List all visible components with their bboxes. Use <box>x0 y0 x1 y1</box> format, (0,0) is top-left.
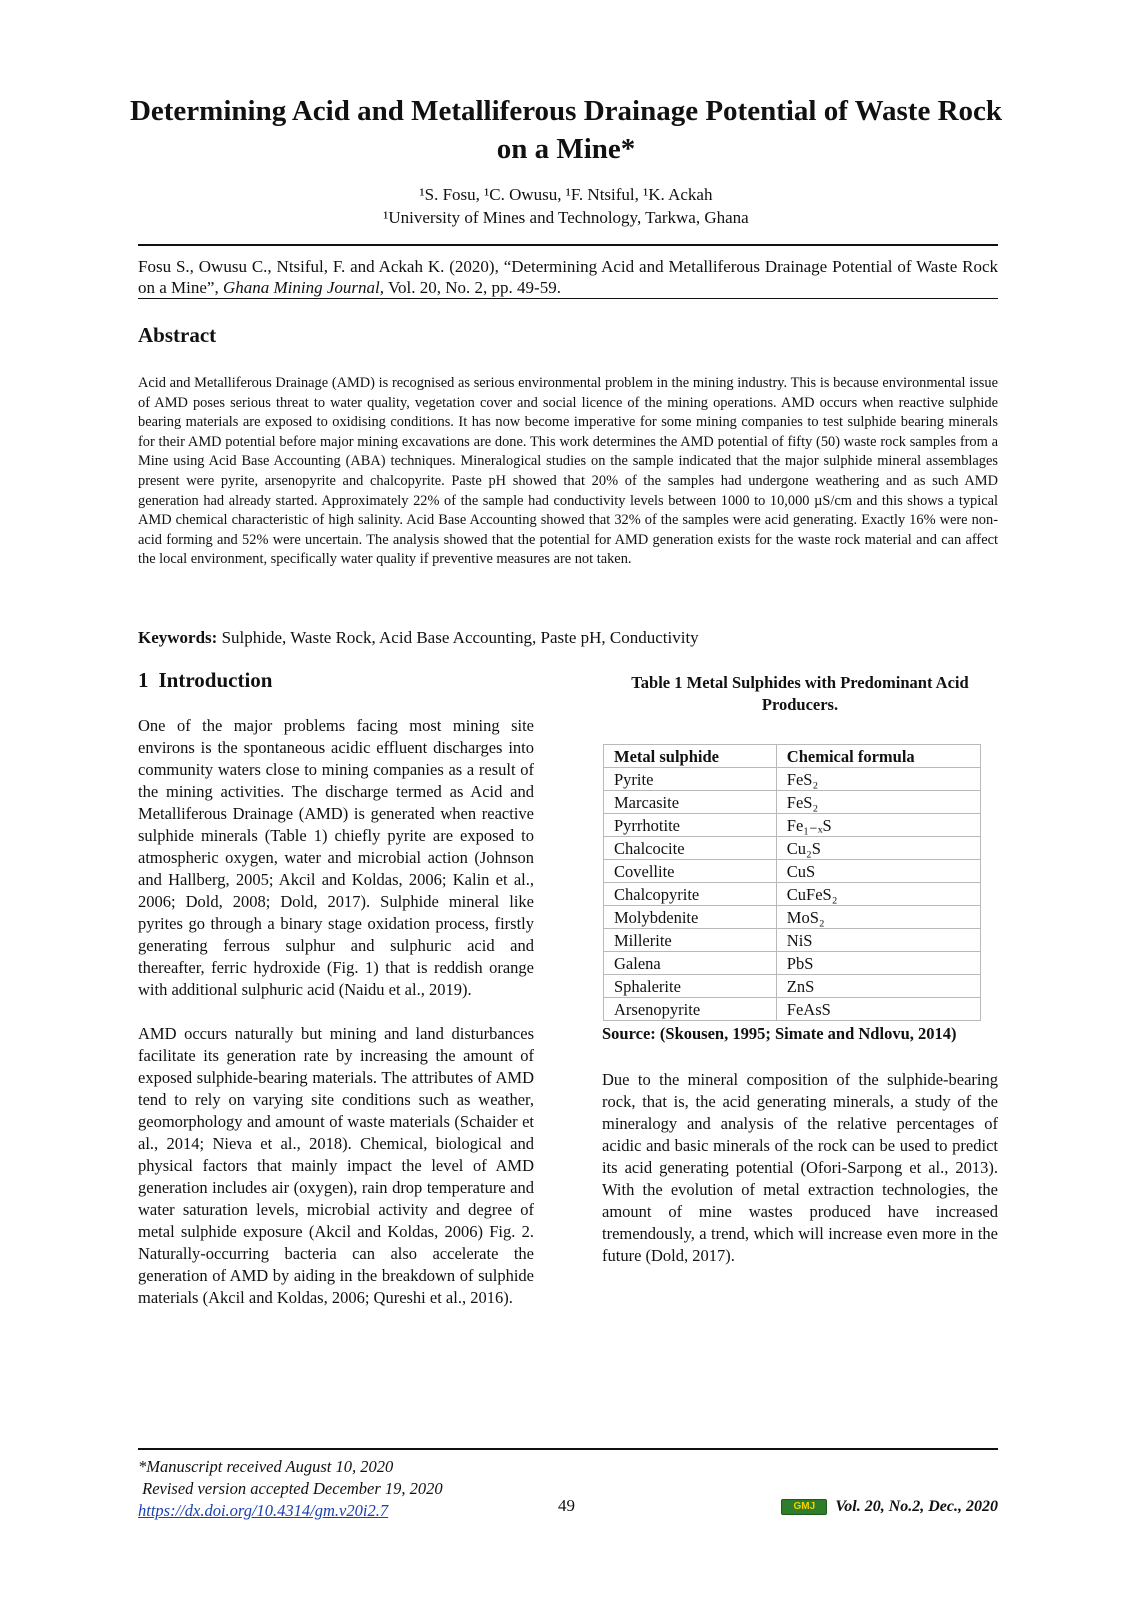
abstract-heading: Abstract <box>138 323 217 347</box>
formula-cell: CuS <box>776 860 980 883</box>
citation-text: Fosu S., Owusu C., Ntsiful, F. and Ackah K. (2020), “Determining Acid and Metalliferous Drainage Potential of Waste Rock on a Mine”, <box>138 257 998 297</box>
affiliation: ¹University of Mines and Technology, Tarkwa, Ghana <box>383 208 749 227</box>
mineral-cell: Millerite <box>604 929 777 952</box>
citation-volume: Vol. 20, No. 2, pp. 49-59. <box>384 278 561 297</box>
paper-title: Determining Acid and Metalliferous Drainage Potential of Waste Rock on a Mine* <box>129 95 1003 165</box>
keywords-text: Sulphide, Waste Rock, Acid Base Accounting, Paste pH, Conductivity <box>217 628 699 647</box>
footer-rule <box>138 1448 998 1450</box>
table-row <box>604 837 981 860</box>
gmj-logo-icon: GMJ <box>781 1499 827 1515</box>
section-heading-introduction <box>138 668 534 693</box>
author-list: ¹S. Fosu, ¹C. Owusu, ¹F. Ntsiful, ¹K. Ackah <box>419 185 713 204</box>
doi-link[interactable]: https://dx.doi.org/10.4314/gm.v20i2.7 <box>138 1501 389 1520</box>
mineral-cell: Sphalerite <box>604 975 777 998</box>
table-header-row <box>604 745 981 768</box>
table-row <box>604 975 981 998</box>
table-row <box>604 791 981 814</box>
mineral-cell: Galena <box>604 952 777 975</box>
journal-volume <box>781 1498 998 1516</box>
right-column <box>602 672 998 1289</box>
table-row <box>604 952 981 975</box>
formula-cell: PbS <box>776 952 980 975</box>
manuscript-notes <box>138 1456 443 1522</box>
abstract-body: Acid and Metalliferous Drainage (AMD) is recognised as serious environmental problem in the mining industry. This is because environmental issue of AMD poses serious threat to water quality, vegetation cover and social licence of the mining operations. AMD occurs when reactive sulphide bearing materials are exposed to oxidising conditions. It has now become imperative for some mining companies to test sulphide bearing minerals for their AMD potential before major mining excavations are done. This work determines the AMD potential of fifty (50) waste rock samples from a Mine using Acid Base Accounting (ABA) techniques. Mineralogical studies on the sample indicated that the major sulphide mineral assemblages present were pyrite, arsenopyrite and chalcopyrite. Paste pH showed that 20% of the samples had undergone weathering and as such AMD generation had already started. Approximately 22% of the sample had conductivity levels between 1000 to 10,000 µS/cm and this shows a typical AMD chemical characteristic of high salinity. Acid Base Accounting showed that 32% of the samples were acid generating. Exactly 16% were non-acid forming and 52% were uncertain. The analysis showed that the potential for AMD generation exists for the waste rock material and can affect the local environment, specifically water quality if preventive measures are not taken. <box>138 375 998 568</box>
mineral-cell: Covellite <box>604 860 777 883</box>
formula-cell: CuFeS₂ <box>776 883 980 906</box>
table-row <box>604 814 981 837</box>
formula-cell: NiS <box>776 929 980 952</box>
table-caption: Table 1 Metal Sulphides with Predominant Acid Producers. <box>631 673 969 714</box>
metal-sulphides-table <box>603 744 981 1021</box>
mineral-cell: Chalcocite <box>604 837 777 860</box>
revised-date: Revised version accepted December 19, 2020 <box>138 1479 443 1498</box>
table-header-cell: Chemical formula <box>776 745 980 768</box>
intro-paragraph-2: AMD occurs naturally but mining and land disturbances facilitate its generation rate by increasing the amount of exposed sulphide-bearing materials. The attributes of AMD tend to rely on varying site conditions such as weather, geomorphology and amount of waste materials (Schaider et al., 2014; Nieva et al., 2018). Chemical, biological and physical factors that mainly impact the level of AMD generation includes air (oxygen), rain drop temperature and water saturation levels, microbial activity and degree of metal sulphide exposure (Akcil and Koldas, 2006) Fig. 2. Naturally-occurring bacteria can also accelerate the generation of AMD by aiding in the breakdown of sulphide materials (Akcil and Koldas, 2006; Qureshi et al., 2016). <box>138 1024 534 1307</box>
citation-journal: Ghana Mining Journal, <box>222 278 385 297</box>
citation <box>138 256 998 298</box>
received-date: *Manuscript received August 10, 2020 <box>138 1457 394 1476</box>
formula-cell: FeS₂ <box>776 791 980 814</box>
mineral-cell: Marcasite <box>604 791 777 814</box>
formula-cell: Fe₁₋ₓS <box>776 814 980 837</box>
table-row <box>604 768 981 791</box>
right-paragraph: Due to the mineral composition of the sulphide-bearing rock, that is, the acid generating minerals, a study of the mineralogy and analysis of the relative percentages of acidic and basic minerals of the rock can be used to predict its acid generating potential (Ofori-Sarpong et al., 2013). With the evolution of metal extraction technologies, the amount of mine wastes produced have increased tremendously, a trend, which will increase even more in the future (Dold, 2017). <box>602 1070 998 1265</box>
citation-rule <box>138 298 998 299</box>
formula-cell: FeS₂ <box>776 768 980 791</box>
author-block <box>0 183 1132 229</box>
section-title: Introduction <box>158 668 273 692</box>
formula-cell: Cu₂S <box>776 837 980 860</box>
volume-text: Vol. 20, No.2, Dec., 2020 <box>835 1498 998 1515</box>
keywords-label: Keywords: <box>138 628 218 647</box>
intro-paragraph-1: One of the major problems facing most mining site environs is the spontaneous acidic effluent discharges into community waters close to mining companies as a result of the mining activities. The discharge termed as Acid and Metalliferous Drainage (AMD) is generated when reactive sulphide minerals (Table 1) chiefly pyrite are exposed to atmospheric oxygen, water and microbial action (Johnson and Hallberg, 2005; Akcil and Koldas, 2006; Kalin et al., 2006; Dold, 2008; Dold, 2017). Sulphide mineral like pyrites go through a binary stage oxidation process, firstly generating ferrous sulphur and sulphuric acid and thereafter, ferric hydroxide (Fig. 1) that is reddish orange with additional sulphuric acid (Naidu et al., 2019). <box>138 716 534 999</box>
mineral-cell: Pyrite <box>604 768 777 791</box>
table-row <box>604 998 981 1021</box>
section-number: 1 <box>138 668 149 692</box>
top-rule <box>138 244 998 246</box>
page-number: 49 <box>558 1496 575 1515</box>
mineral-cell: Arsenopyrite <box>604 998 777 1021</box>
mineral-cell: Molybdenite <box>604 906 777 929</box>
keywords <box>138 628 998 648</box>
table-header-cell: Metal sulphide <box>604 745 777 768</box>
formula-cell: ZnS <box>776 975 980 998</box>
mineral-cell: Chalcopyrite <box>604 883 777 906</box>
table-row <box>604 860 981 883</box>
table-source: Source: (Skousen, 1995; Simate and Ndlovu, 2014) <box>602 1024 957 1043</box>
mineral-cell: Pyrrhotite <box>604 814 777 837</box>
formula-cell: MoS₂ <box>776 906 980 929</box>
left-column <box>138 668 534 1331</box>
formula-cell: FeAsS <box>776 998 980 1021</box>
table-row <box>604 906 981 929</box>
table-row <box>604 883 981 906</box>
table-row <box>604 929 981 952</box>
